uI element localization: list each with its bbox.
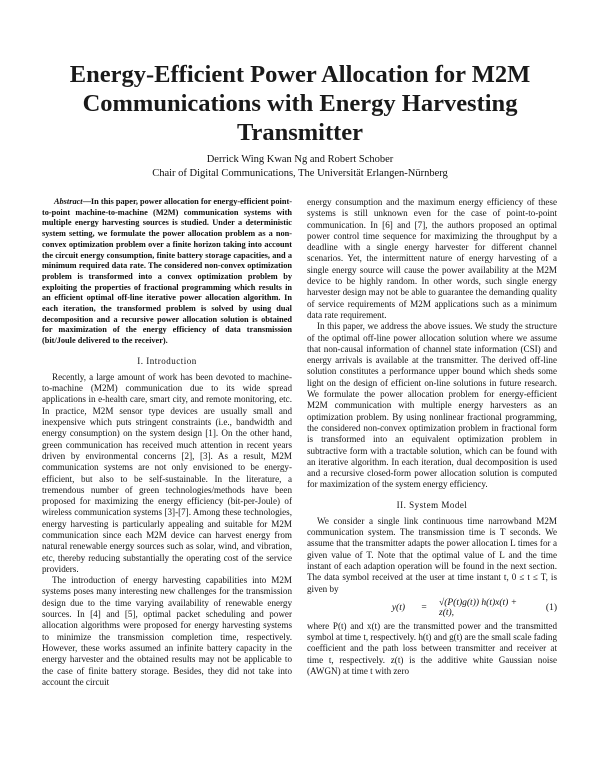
intro-paragraph-3: In this paper, we address the above issues. We study the structure of the optimal off-line power allocation solution where we assume that non-causal information of channel state information (CSI) and energy arrivals is available at the transmitter. The derived off-line solution constitutes a performance upper bound which sheds some light on the design of efficient on-line solutions in future research. We formulate the power allocation problem for energy-efficient M2M communication with multiple energy harvesters as an optimization problem. By using nonlinear fractional programming, the considered non-convex optimization problem in fractional form is transformed into an equivalent optimization problem in subtractive form with a tractable solution, which can be found with an iterative algorithm. In each iteration, dual decomposition is used and a recursive closed-form power allocation solution is computed for maximization of the system energy efficiency. [307,321,557,490]
left-column [42,197,292,688]
abstract [42,197,292,347]
section-heading-system-model: II. System Model [396,499,468,510]
author-affiliation: Chair of Digital Communications, The Universität Erlangen-Nürnberg [152,168,448,179]
equation-rhs: √(P(t)g(t)) h(t)x(t) + z(t), [439,597,518,618]
equation-sign: = [421,602,427,613]
title-line-3: Transmitter [236,119,364,146]
intro-paragraph-continued: energy consumption and the maximum energy efficiency of these systems is still unknown even for the case of point-to-point communication. In [6] and [7], the authors proposed an optimal power control time sequence for maximizing the throughput by a deadline with a single energy harvester for different channel scenarios. Yet, the intermittent nature of energy harvesting of a single energy source will cause the power availability at the M2M device to be highly random. In other words, such single energy harvester design may not be able to guarantee the demanding quality of service requirements of M2M applications such as a minimum data rate requirement. [307,197,557,320]
intro-paragraph-2: The introduction of energy harvesting capabilities into M2M systems poses many interesting new challenges for the transmission design due to the time varying availability of renewable energy sources. In [4] and [5], optimal packet scheduling and power allocation algorithms were proposed for energy harvesting systems to minimize the transmission completion time, respectively. However, these works assumed an infinite battery capacity in the energy harvester and the obtained results may not be applicable to the case of finite battery storage. Besides, they did not take into account the circuit [42,575,292,687]
abstract-label: Abstract [54,197,83,206]
abstract-text: —In this paper, power allocation for energy-efficient point-to-point machine-to-machine (M2M) communication systems with multiple energy harvesting sources is studied. Under a deterministic system setting, we formulate the power allocation problem as a non-convex optimization problem over a finite horizon taking into account the circuit energy consumption, finite battery storage capacities, and a minimum required data rate. The considered non-convex optimization problem is transformed into a convex optimization problem by exploiting the properties of fractional programming which results in an efficient optimal off-line iterative power allocation algorithm. In each iteration, the transformed problem is solved by using dual decomposition and a recursive power allocation solution is obtained for maximization of the energy efficiency of data transmission (bit/Joule delivered to the receiver). [42,197,292,346]
title-line-2: Communications with Energy Harvesting [82,90,518,117]
title-line-1: Energy-Efficient Power Allocation for M2M [69,61,531,88]
equation-lhs: y(t) [391,602,405,613]
equation-1 [307,599,557,617]
author-names: Derrick Wing Kwan Ng and Robert Schober [206,154,394,165]
system-model-paragraph-2: where P(t) and x(t) are the transmitted power and the transmitted symbol at time t, respectively. h(t) and g(t) are the small scale fading coefficient and the path loss between transmitter and receiver at time t, respectively. z(t) is the additive white Gaussian noise (AWGN) at time t with zero [307,620,557,676]
paper-title [40,60,560,147]
section-heading-introduction: I. Introduction [137,355,197,366]
right-column [307,197,557,677]
intro-paragraph-1: Recently, a large amount of work has been devoted to machine-to-machine (M2M) communication due to its wide spread applications in e-health care, smart city, and remote monitoring, etc. In practice, M2M sensor type devices are usually small and inexpensive which puts stringent constraints (i.e., bandwidth and energy consumption) on the system design [1]. On the other hand, green communication has received much attention in recent years driven by environmental concerns [2], [3]. As a result, M2M communication systems are not only envisioned to be energy-efficient, but also to be self-sustainable. In the literature, a tremendous number of green technologies/methods have been proposed for maximizing the energy efficiency (bit-per-Joule) of wireless communication systems [3]-[7]. Among these technologies, energy harvesting is particularly appealing and suitable for M2M communication since each M2M device can harvest energy from natural renewable energy sources such as solar, wind, and vibration, etc, thereby reducing substantially the operating cost of the service providers. [42,371,292,574]
system-model-paragraph-1: We consider a single link continuous time narrowband M2M communication system. The transmission time is T seconds. We assume that the transmitter adapts the power allocation L times for a given value of T. Note that the optimal value of L and the time instant of each adaption operation will be found in the next section. The data symbol received at the user at time instant t, 0 ≤ t ≤ T, is given by [307,515,557,594]
author-block [40,153,560,181]
equation-number: (1) [545,602,557,613]
